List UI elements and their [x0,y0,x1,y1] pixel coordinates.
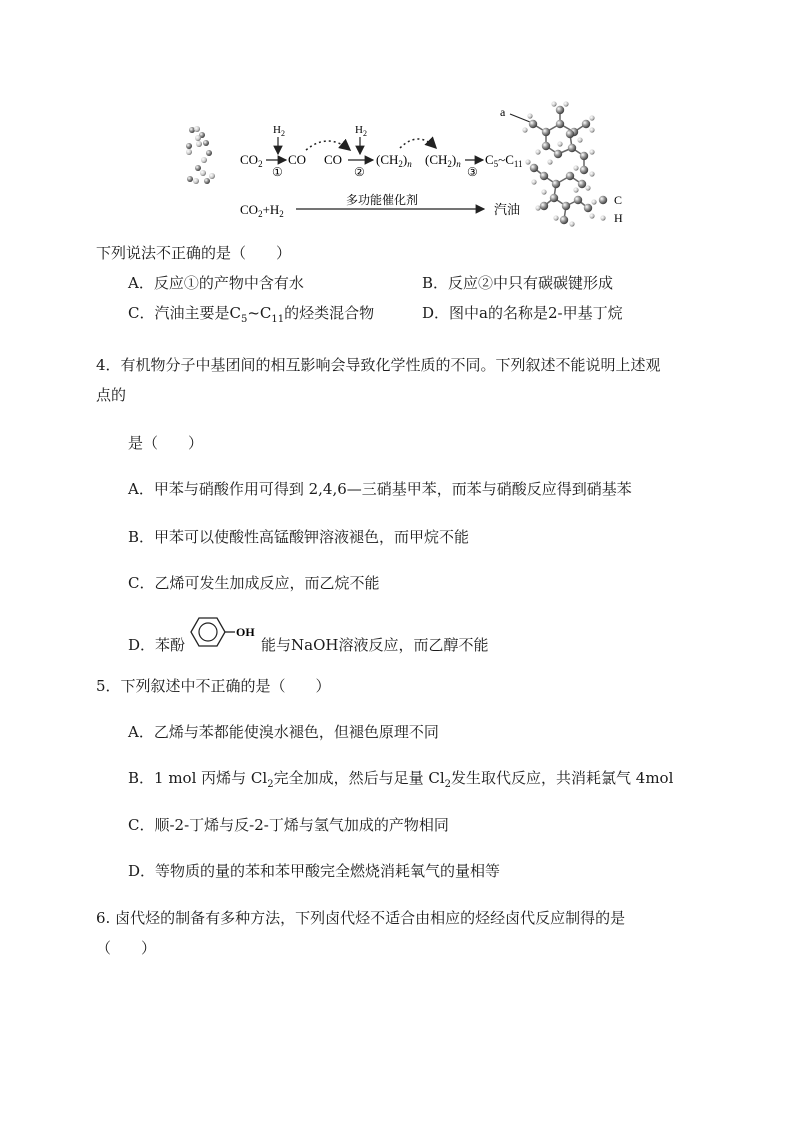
dotted-arrow-2 [400,139,436,148]
phenol-oh-label: OH [236,625,255,639]
co-formula-1: CO [288,152,307,167]
co2-h2-formula: $CO_2+H_2$ [240,202,284,219]
q5-option-a[interactable]: A．乙烯与苯都能使溴水褪色，但褪色原理不同 [128,723,439,741]
reaction-diagram [178,96,648,230]
molecule-a-label: a [500,105,506,119]
phenol-structure [185,612,265,652]
q5-option-b-sub2: 2 [444,779,451,790]
q6-stem-line2: （ ） [96,939,157,957]
benzene-ring-icon [185,612,265,652]
q3-option-c[interactable] [128,303,374,323]
q5-stem: 5．下列叙述中不正确的是（ ） [96,677,331,695]
dotted-arrow-1 [306,141,350,150]
q4-option-b[interactable]: B．甲苯可以使酸性高锰酸钾溶液褪色，而甲烷不能 [128,528,470,546]
q3-option-c-post: 的烃类混合物 [284,304,375,322]
q5-option-b-mid: 完全加成，然后与足量 Cl [273,769,445,787]
q3-option-c-mid: ~C [247,304,272,322]
ch2n-formula-1: $(CH_2)_n$ [376,152,412,169]
q3-option-c-sub1: 5 [240,314,248,325]
co2-formula: $CO_2$ [240,152,263,169]
q5-option-c[interactable]: C．顺-2-丁烯与反-2-丁烯与氢气加成的产物相同 [128,816,449,834]
q4-stem-line2: 点的 [96,386,127,404]
step-1-label: ① [272,165,283,179]
q6-stem-line1: 6. 卤代烃的制备有多种方法，下列卤代烃不适合由相应的烃经卤代反应制得的是 [96,909,626,927]
q4-option-d-pre: D．苯酚 [128,636,186,654]
q5-option-b-post: 发生取代反应，共消耗氯气 4mol [451,769,674,787]
molecule-a-pointer [510,114,530,122]
q3-option-d[interactable]: D．图中a的名称是2-甲基丁烷 [422,304,623,322]
q3-option-c-sub2: 11 [271,314,285,325]
c5-c11-formula: $C_5\sim C_{11}$ [485,152,523,169]
legend-hydrogen-label: H [614,211,623,225]
h2-label-2: $H_2$ [355,124,367,138]
q3-option-a[interactable]: A．反应①的产物中含有水 [128,274,304,292]
q4-option-d[interactable] [128,635,185,655]
q5-option-b[interactable] [128,768,673,788]
reaction-diagram-svg [178,96,648,230]
q4-option-c[interactable]: C．乙烯可发生加成反应，而乙烷不能 [128,574,380,592]
q4-option-d-post: 能与NaOH溶液反应，而乙醇不能 [261,636,489,654]
ch2n-formula-2: $(CH_2)_n$ [425,152,461,169]
q4-stem-line1: 4．有机物分子中基团间的相互影响会导致化学性质的不同。下列叙述不能说明上述观 [96,356,661,374]
q5-option-b-pre: B．1 mol 丙烯与 Cl [128,769,268,787]
q5-option-b-sub1: 2 [267,779,274,790]
co2-molecules [186,126,215,184]
catalyst-label: 多功能催化剂 [346,193,419,207]
co-formula-2: CO [324,152,343,167]
q4-stem-line3: 是（ ） [128,434,204,452]
q4-option-a[interactable]: A．甲苯与硝酸作用可得到 2,4,6—三硝基甲苯，而苯与硝酸反应得到硝基苯 [128,480,632,498]
step-3-label: ③ [467,165,478,179]
q3-option-c-pre: C．汽油主要是C [128,304,241,322]
legend-hydrogen-ball [600,215,605,220]
legend-carbon-ball [599,196,607,204]
q5-option-d[interactable]: D．等物质的量的苯和苯甲酸完全燃烧消耗氧气的量相等 [128,862,501,880]
q3-stem: 下列说法不正确的是（ ） [96,244,292,262]
q3-option-b[interactable]: B．反应②中只有碳碳键形成 [422,274,614,292]
step-2-label: ② [354,165,365,179]
legend-carbon-label: C [614,193,623,207]
gasoline-label: 汽油 [494,203,521,218]
h2-label-1: $H_2$ [273,124,285,138]
